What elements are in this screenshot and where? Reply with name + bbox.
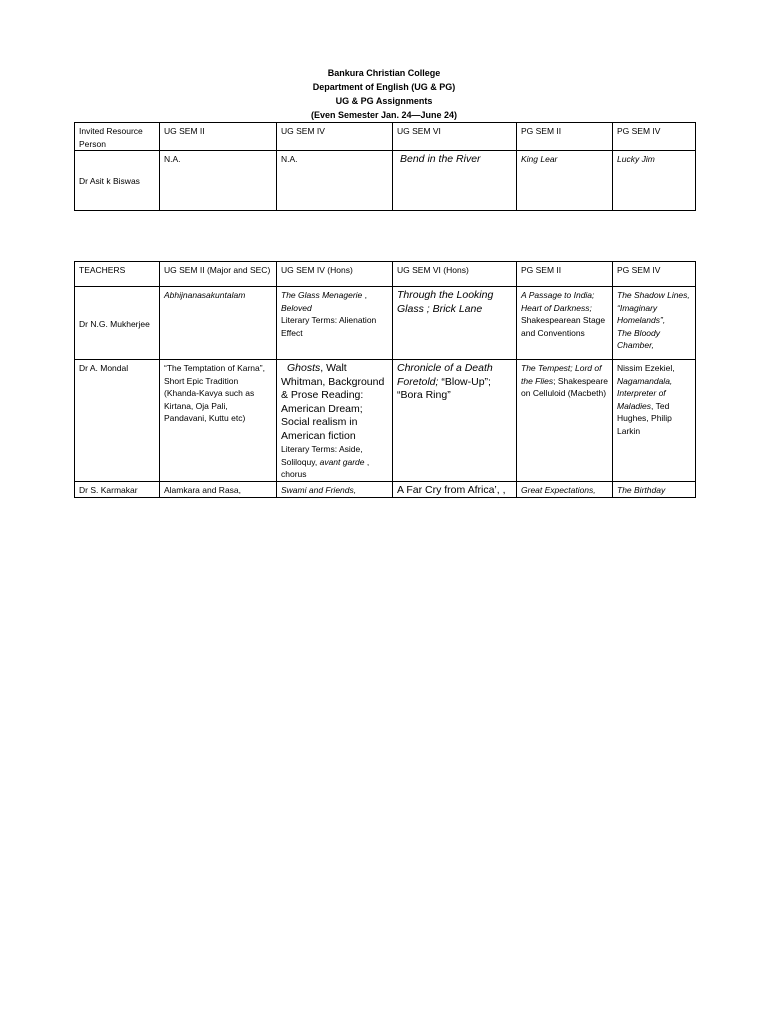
header-cell: UG SEM IV [277,123,393,151]
department-name: Department of English (UG & PG) [312,82,456,92]
text-part: The Glass Menagerie [281,290,363,300]
text-part: ; Shakespeare on Celluloid (Macbeth) [521,375,608,398]
text-part: , [362,290,367,300]
text-part: “Imaginary Homelands”, [617,302,666,325]
semester-period: (Even Semester Jan. 24—June 24) [310,110,458,120]
header-cell: TEACHERS [75,262,160,287]
header-cell: UG SEM VI (Hons) [393,262,517,287]
text-part: The Shadow Lines, [617,290,690,300]
assignment-cell: N.A. [277,151,393,211]
header-cell: PG SEM II [517,262,613,287]
header-cell: UG SEM VI [393,123,517,151]
assignment-cell: Great Expectations, [517,481,613,498]
table-row [75,287,696,360]
header-cell: UG SEM II (Major and SEC) [160,262,277,287]
text-part: avant garde [319,456,365,467]
header-cell: UG SEM II [160,123,277,151]
text-part: Beloved [281,302,312,313]
header-cell: UG SEM IV (Hons) [277,262,393,287]
assignment-cell: Through the Looking Glass ; Brick Lane [393,287,517,360]
assignment-cell [277,360,393,482]
assignment-cell [613,360,696,482]
assignment-cell [613,287,696,360]
text-part: , chorus [281,456,370,479]
text-part: Ghosts [287,362,321,374]
teacher-name: Dr A. Mondal [75,360,160,482]
assignment-cell: King Lear [517,151,613,211]
assignment-cell [517,287,613,360]
table-header-row [75,262,696,287]
table-header-row [75,123,696,151]
text-part: Nagamandala, Interpreter of Maladies [617,375,673,411]
assignment-cell: Abhijnanasakuntalam [160,287,277,360]
assignment-cell [277,287,393,360]
assignment-cell: Alamkara and Rasa, [160,481,277,498]
assignment-cell: Swami and Friends, [277,481,393,498]
assignment-cell: Bend in the River [393,151,517,211]
assignment-cell [393,360,517,482]
assignment-cell: The Birthday [613,481,696,498]
table-row [75,481,696,498]
teacher-name: Dr Asit k Biswas [75,151,160,211]
college-name: Bankura Christian College [327,68,441,78]
text-part: Chronicle of a Death Foretold; [397,362,493,388]
text-part: The Bloody Chamber, [617,327,660,350]
header-cell: PG SEM II [517,123,613,151]
header-cell: Invited Resource Person [75,123,160,151]
text-part: Literary Terms: Aside, Soliloquy, [281,444,363,467]
text-part: A Passage to India; Heart of Darkness; [521,290,595,313]
text-part: Shakespearean Stage and Conventions [521,315,606,338]
assignment-cell: N.A. [160,151,277,211]
teacher-name: Dr N.G. Mukherjee [75,287,160,360]
table-row [75,151,696,211]
resource-person-table [74,122,696,211]
teachers-table [74,261,696,498]
text-part: Nissim Ezekiel, [617,363,675,373]
text-part: The Tempest; Lord of the Flies [521,363,602,386]
teacher-name: Dr S. Karmakar [75,481,160,498]
assignment-cell: Lucky Jim [613,151,696,211]
document-header [0,66,768,122]
text-part: “Blow-Up”; “Bora Ring” [397,375,491,401]
assignment-cell: A Far Cry from Africa’, , [393,481,517,498]
assignment-cell: “The Temptation of Karna”, Short Epic Tradition (Khanda-Kavya such as Kirtana, Oja Pali, Pandavani, Kuttu etc) [160,360,277,482]
text-part: , Ted Hughes, Philip Larkin [617,400,672,436]
text-part: Literary Terms: Alienation Effect [281,315,377,338]
text-part: , Walt Whitman, Background & Prose Reading: American Dream; Social realism in American fiction [281,362,385,442]
document-title: UG & PG Assignments [335,96,433,106]
header-cell: PG SEM IV [613,123,696,151]
header-cell: PG SEM IV [613,262,696,287]
assignment-cell [517,360,613,482]
table-row [75,360,696,482]
